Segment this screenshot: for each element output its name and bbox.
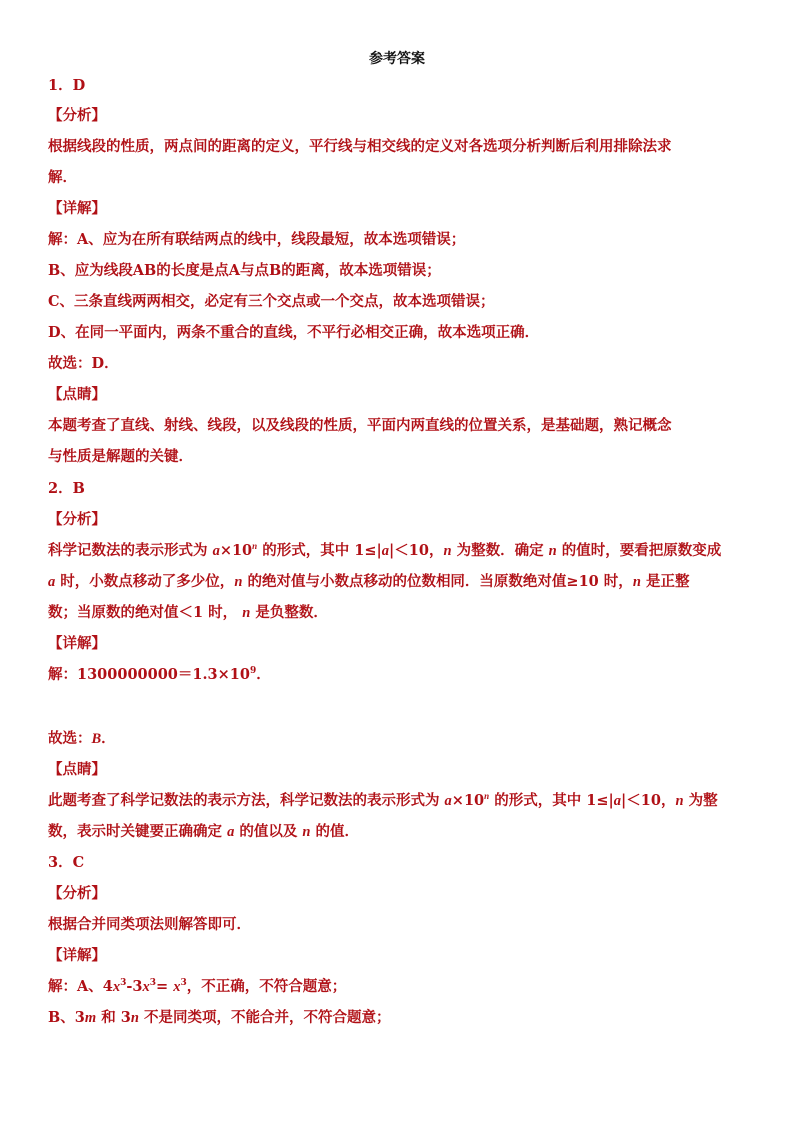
remark-heading: 【点睛】	[48, 386, 106, 403]
question-2-answer: 2．B	[48, 480, 85, 497]
analysis-text: 根据合并同类项法则解答即可．	[48, 916, 251, 933]
analysis-text: 解．	[48, 169, 77, 186]
page-title: 参考答案	[369, 51, 425, 67]
detail-heading: 【详解】	[48, 200, 106, 217]
detail-text: D、在同一平面内，两条不重合的直线，不平行必相交正确，故本选项正确．	[48, 324, 540, 341]
detail-text: 解：A、$4x^3-3x^3= x^3$，不正确，不符合题意；	[48, 978, 347, 995]
detail-text: 解：A、应为在所有联结两点的线中，线段最短，故本选项错误；	[48, 231, 466, 248]
analysis-heading: 【分析】	[48, 885, 106, 902]
question-1-answer: 1．D	[48, 77, 86, 94]
detail-heading: 【详解】	[48, 947, 106, 964]
question-3-answer: 3．C	[48, 854, 85, 871]
detail-text: 解：$1300000000=1.3\times 10^9$．	[48, 666, 271, 683]
remark-heading: 【点睛】	[48, 761, 106, 778]
detail-text: C、三条直线两两相交，必定有三个交点或一个交点，故本选项错误；	[48, 293, 495, 310]
remark-text: 数，表示时关键要正确确定 a 的值以及 n 的值．	[48, 823, 360, 840]
analysis-heading: 【分析】	[48, 107, 106, 124]
analysis-text: 根据线段的性质，两点间的距离的定义，平行线与相交线的定义对各选项分析判断后利用排除法求	[48, 138, 672, 155]
detail-text: B、应为线段AB的长度是点A与点B的距离，故本选项错误；	[48, 262, 441, 279]
analysis-text: 科学记数法的表示形式为 $a\times 10^n$ 的形式，其中 1≤|a|＜10，n 为整数．确定 n 的值时，要看把原数变成	[48, 541, 722, 559]
analysis-text: 数；当原数的绝对值＜1 时， n 是负整数．	[48, 604, 328, 621]
conclusion-text: 故选：B．	[48, 730, 116, 747]
remark-text: 本题考查了直线、射线、线段，以及线段的性质，平面内两直线的位置关系，是基础题，熟记概念	[48, 417, 672, 434]
remark-text: 与性质是解题的关键．	[48, 448, 193, 465]
detail-heading: 【详解】	[48, 635, 106, 652]
remark-text: 此题考查了科学记数法的表示方法，科学记数法的表示形式为 $a\times 10^n$ 的形式，其中 1≤|a|＜10，n 为整	[48, 791, 718, 809]
analysis-text: a 时，小数点移动了多少位，n 的绝对值与小数点移动的位数相同．当原数绝对值≥10 时，n 是正整	[48, 573, 690, 590]
detail-text: B、3m 和 3n 不是同类项，不能合并，不符合题意；	[48, 1009, 391, 1026]
conclusion-text: 故选：D．	[48, 355, 119, 372]
analysis-heading: 【分析】	[48, 511, 106, 528]
